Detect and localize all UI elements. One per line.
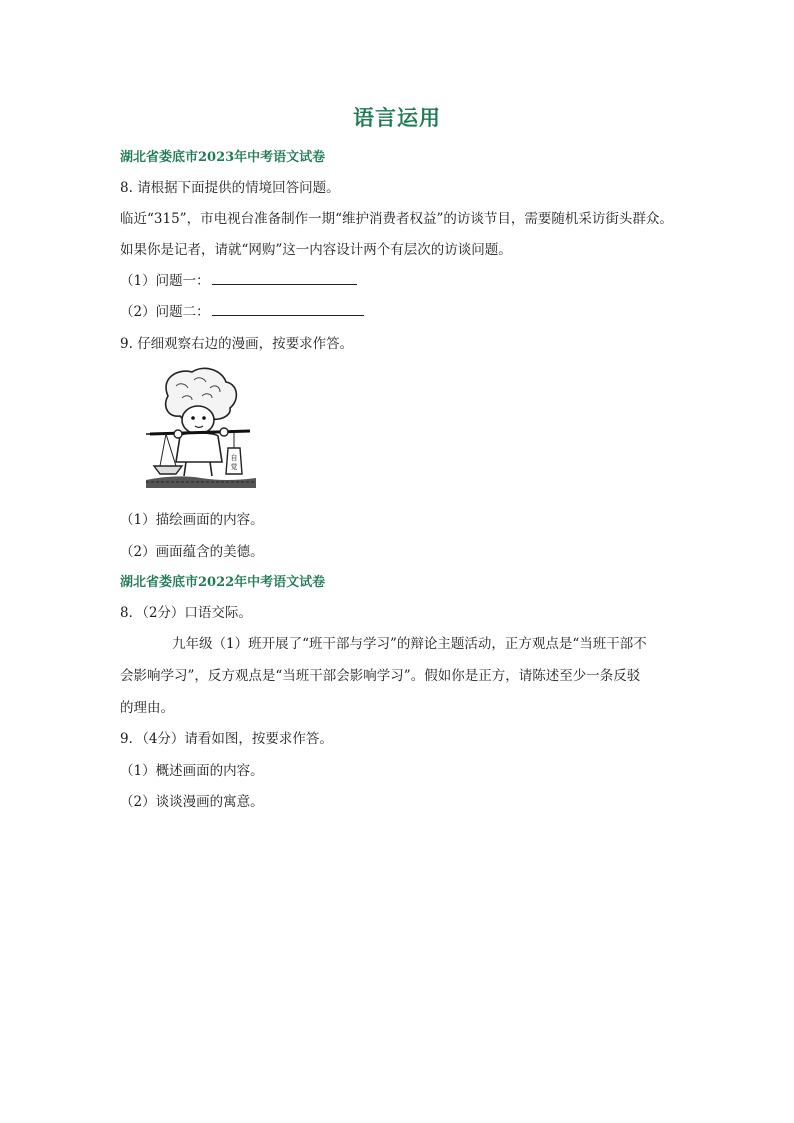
answer-blank[interactable] [212,303,364,316]
question-prompt: 请根据下面提供的情境回答问题。 [137,180,340,196]
question-prompt: 仔细观察右边的漫画，按要求作答。 [137,336,354,352]
question-8-2023 [120,176,340,196]
context-line: 如果你是记者，请就“网购”这一内容设计两个有层次的访谈问题。 [120,242,512,258]
sub-question-2: （2）画面蕴含的美德。 [120,544,264,560]
sub-question-1 [120,269,357,289]
sub-question-1: （1）描绘画面的内容。 [120,512,264,528]
sub-question-2: （2）谈谈漫画的寓意。 [120,794,264,810]
question-number: 8. [120,180,133,196]
question-number: 9． [120,731,143,747]
comic-label: 自 [230,454,238,462]
comic-label: 觉 [230,463,238,471]
question-9-2023 [120,332,353,352]
question-number: 9. [120,336,133,352]
question-8-2022 [120,601,252,621]
comic-image [146,366,256,488]
section-heading-2023: 湖北省娄底市2023年中考语文试卷 [120,150,326,165]
paragraph-line: 会影响学习”，反方观点是“当班干部会影响学习”。假如你是正方，请陈述至少一条反驳 [120,668,641,684]
page-title: 语言运用 [353,105,441,130]
section-heading-2022: 湖北省娄底市2022年中考语文试卷 [120,575,326,590]
sub-question-label: （2）问题二： [120,304,210,320]
question-9-2022 [120,727,333,747]
question-number: 8． [120,605,143,621]
question-prompt: （2分）口语交际。 [142,605,252,621]
sub-question-2 [120,300,364,320]
question-prompt: （4分）请看如图，按要求作答。 [142,731,333,747]
sub-question-label: （1）问题一： [120,273,210,289]
answer-blank[interactable] [212,272,357,285]
paragraph-line: 的理由。 [120,700,174,716]
sub-question-1: （1）概述画面的内容。 [120,763,264,779]
paragraph-line: 九年级（1）班开展了“班干部与学习”的辩论主题活动，正方观点是“当班干部不 [172,636,647,652]
context-line: 临近“315”，市电视台准备制作一期“维护消费者权益”的访谈节目，需要随机采访街头群众。 [120,211,673,227]
